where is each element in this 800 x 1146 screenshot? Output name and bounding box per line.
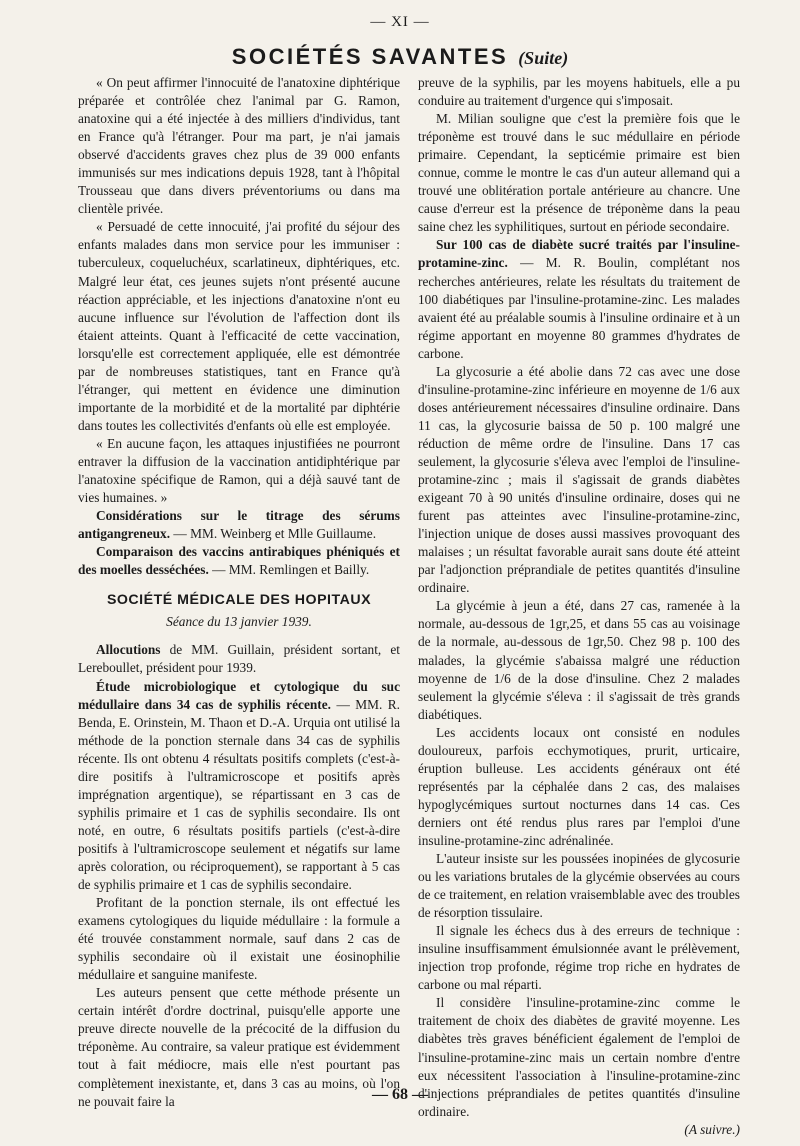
paragraph: L'auteur insiste sur les poussées inopinées de glycosurie ou les variations brutales de la glycémie observées au cours de ce traitement, en relation vraisemblable avec des troubles de résorption tissulaire. xyxy=(418,851,740,921)
paragraph: Il considère l'insuline-protamine-zinc comme le traitement de choix des diabètes de gravité moyenne. Les diabètes très graves bénéficient également de l'emploi de l'insuline-protamine-zinc mais un certain nombre d'entre eux nécessitent l'association à l'insuline-protamine-zinc d'injections préprandiales de petites quantités d'insuline ordinaire. xyxy=(418,995,740,1119)
paragraph: « On peut affirmer l'innocuité de l'anatoxine diphtérique préparée et contrôlée chez l'animal par G. Ramon, anatoxine qui a été injectée à des milliers d'individus, tant en France qu'à l'étranger. Pour ma part, je n'ai jamais observé d'accidents graves chez plus de 39 000 enfants immunisés sur mes indications depuis 1928, tant à l'hôpital Trousseau que dans divers préventoriums ou dans ma clientèle privée. xyxy=(78,75,400,217)
paragraph: Les auteurs pensent que cette méthode présente un certain intérêt d'ordre doctrinal, puisqu'elle apporte une preuve directe nouvelle de la précocité de la diffusion du tréponème. Au contraire, sa valeur pratique est évidemment tout à fait médiocre, mais elle n'est pourtant pas complètement inexistante, et, dans 3 cas au moins, où l'on ne pouvait faire la xyxy=(78,985,400,1109)
allocutions-lead: Allocutions xyxy=(96,642,161,658)
allocutions-text: de MM. Guillain, président sortant, et Lereboullet, président pour 1939. xyxy=(78,642,400,676)
paragraph: La glycémie à jeun a été, dans 27 cas, ramenée à la normale, au-dessous de 1gr,25, et dans 55 cas au voisinage de la normale, au-dessous de 1gr,50. Chez 98 p. 100 des malades, la glycémie s'abaissa malgré une réduction moyenne de 1/6 de la dose d'insuline. Chez 2 malades seulement la glycémie s'éleva : il s'agissait de très grands diabétiques. xyxy=(418,598,740,722)
roman-folio: — XI — xyxy=(370,14,430,30)
paragraph: M. Milian souligne que c'est la première fois que le tréponème est trouvé dans le suc médullaire en période primaire. Cependant, la septicémie primaire est bien connue, comme le montre le cas d'un auteur allemand qui a trouvé une oblitération portale antérieure au chancre. Une cause d'erreur est la présence de tréponème dans la peau saine chez les syphilitiques, surtout en période secondaire. xyxy=(418,111,740,235)
paragraph: Les accidents locaux ont consisté en nodules douloureux, parfois ecchymotiques, prurit, urticaire, éruption bulleuse. Les accidents généraux ont été représentés par la céphalée dans 2 cas, des malaises hypoglycémiques surtout nocturnes dans 14 cas. Ces derniers ont été rendus plus rares par l'emploi d'une insuline-protamine-zinc adrénalinée. xyxy=(418,724,740,848)
paragraph: « Persuadé de cette innocuité, j'ai profité du séjour des enfants malades dans mon service pour les immuniser : tuberculeux, coqueluchéux, scarlatineux, diphtériques, etc. Malgré leur état, ces jeunes sujets n'ont présenté aucune réaction appréciable, et les injections d'anatoxine n'ont eu aucune influence sur l'évolution de l'affection dont ils étaient atteints. Quant à l'efficacité de cette vaccination, lorsqu'elle est correctement appliquée, elle est démontrée par de nombreuses statistiques, tant en France qu'à l'étranger, qui mettent en évidence une diminution importante de la morbidité et de la mortalité par diphtérie dans toutes les collectivités d'enfants où elle est employée. xyxy=(78,219,400,433)
society-title: SOCIÉTÉ MÉDICALE DES HOPITAUX xyxy=(106,592,372,609)
running-title xyxy=(0,44,800,70)
paragraph-continued: preuve de la syphilis, par les moyens habituels, elle a pu conduire au traitement d'urgence qui s'imposait. xyxy=(418,75,740,109)
communication-vaccins xyxy=(78,543,400,579)
paragraph: Profitant de la ponction sternale, ils ont effectué les examens cytologiques du liquide médullaire : la formule a été trouvée constamment normale, sauf dans 2 cas de syphilis secondaire où il existait une éosinophilie médullaire et sanguine manifeste. xyxy=(78,895,400,983)
session-date: Séance du 13 janvier 1939. xyxy=(166,614,312,630)
section-heading: SOCIÉTÉS SAVANTES xyxy=(231,44,509,69)
paragraph: « En aucune façon, les attaques injustifiées ne pourront entraver la diffusion de la vaccination antidiphtérique par l'anatoxine spécifique de Ramon, qui a déjà sauvé tant de vies humaines. » xyxy=(78,435,400,506)
communication-title: Considérations sur le titrage des sérums antigangreneux. xyxy=(78,508,400,542)
left-column xyxy=(78,74,400,1111)
suite-label: (Suite) xyxy=(518,48,569,68)
communication-authors: — MM. Remlingen et Bailly. xyxy=(212,562,370,578)
etude-paragraph xyxy=(78,678,400,895)
allocutions-paragraph xyxy=(78,641,400,677)
communication-authors: — MM. Weinberg et Mlle Guillaume. xyxy=(173,526,377,542)
etude-title: Étude microbiologique et cytologique du suc médullaire dans 34 cas de syphilis récente. xyxy=(78,678,400,712)
paragraph: Il signale les échecs dus à des erreurs de technique : insuline insuffisamment émulsionnée avant le prélèvement, injection trop profonde, régime trop riche en hydrates de carbone ou mal réparti. xyxy=(418,923,740,993)
diabete-title: Sur 100 cas de diabète sucré traités par l'insuline-protamine-zinc. xyxy=(418,237,740,271)
right-column xyxy=(418,74,740,1139)
to-be-continued: (A suivre.) xyxy=(684,1121,740,1137)
page-number: — 68 — xyxy=(372,1086,428,1103)
communication-title: Comparaison des vaccins antirabiques phéniqués et des moelles desséchées. xyxy=(78,544,400,578)
communication-titrage xyxy=(78,507,400,543)
etude-text: — MM. R. Benda, E. Orinstein, M. Thaon et D.-A. Urquia ont utilisé la méthode de la ponction sternale dans 34 cas de syphilis récente. Ils ont obtenu 4 résultats positifs complets (c'est-à-dire positifs à l'ultramicroscope et positifs après imprégnation argentique), se répartissant en 3 cas de syphilis primaire et 1 cas de syphilis secondaire. Ils ont noté, en outre, 6 résultats positifs partiels (c'est-à-dire positifs à l'ultramicroscope seulement et négatifs sur lame après coloration, ou réciproquement), se rapportant à 5 cas de syphilis primaire et 1 cas de syphilis secondaire. xyxy=(78,696,400,893)
diabete-paragraph xyxy=(418,236,740,362)
paragraph: La glycosurie a été abolie dans 72 cas avec une dose d'insuline-protamine-zinc inférieure en moyenne de 1/6 aux doses antérieurement nécessaires d'insuline ordinaire. Dans 11 cas, la glycosurie baissa de 50 p. 100 malgré une réduction de même ordre de l'insuline. Dans 17 cas seulement, la glycosurie s'éleva avec l'emploi de l'insuline-protamine-zinc ; mais il s'agissait de grands diabètes exigeant 70 à 90 unités d'insuline ordinaire, doses qui ne furent pas atteintes avec l'insuline-protamine-zinc, l'injection unique de doses aussi massives provoquant des malaises ; un résultat favorable aurait sans doute été atteint par l'adjonction préprandiale de petites quantités d'insuline ordinaire. xyxy=(418,363,740,596)
diabete-text: — M. R. Boulin, complétant nos recherches antérieures, relate les résultats du traitement de 100 diabétiques par l'insuline-protamine-zinc. Les malades avaient été au préalable soumis à l'insuline ordinaire et à un régime apportant en moyenne 80 grammes d'hydrates de carbone. xyxy=(418,255,740,361)
